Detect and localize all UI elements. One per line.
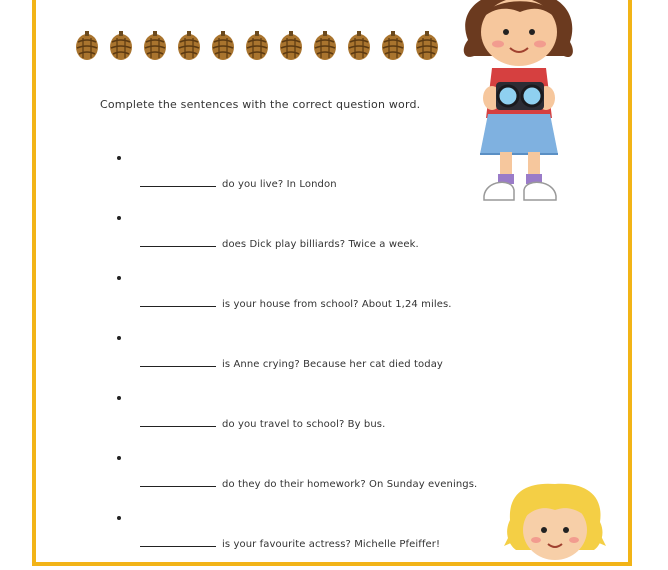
answer-blank[interactable] xyxy=(140,416,216,427)
pinecone-decoration-row xyxy=(74,30,440,62)
pinecone-icon xyxy=(244,30,270,62)
pinecone-icon xyxy=(312,30,338,62)
sentence-text: does Dick play billiards? Twice a week. xyxy=(222,239,419,250)
pinecone-icon xyxy=(74,30,100,62)
bullet xyxy=(117,216,121,220)
answer-blank[interactable] xyxy=(140,236,216,247)
sentence-text: do they do their homework? On Sunday evenings. xyxy=(222,479,478,490)
exercise-item-1 xyxy=(140,176,337,190)
pinecone-icon xyxy=(142,30,168,62)
bullet xyxy=(117,516,121,520)
sentence-text: do you travel to school? By bus. xyxy=(222,419,386,430)
pinecone-icon xyxy=(346,30,372,62)
bullet xyxy=(117,396,121,400)
pinecone-icon xyxy=(176,30,202,62)
pinecone-icon xyxy=(108,30,134,62)
pinecone-icon xyxy=(278,30,304,62)
bullet xyxy=(117,156,121,160)
sentence-text: is your favourite actress? Michelle Pfeiffer! xyxy=(222,539,441,550)
sentence-text: do you live? In London xyxy=(222,179,337,190)
exercise-item-2 xyxy=(140,236,419,250)
pinecone-icon xyxy=(414,30,440,62)
bullet xyxy=(117,336,121,340)
sentence-text: is Anne crying? Because her cat died today xyxy=(222,359,443,370)
answer-blank[interactable] xyxy=(140,296,216,307)
exercise-item-5 xyxy=(140,416,385,430)
answer-blank[interactable] xyxy=(140,536,216,547)
bullet xyxy=(117,456,121,460)
pinecone-icon xyxy=(380,30,406,62)
instruction-text: Complete the sentences with the correct question word. xyxy=(100,98,421,111)
bullet xyxy=(117,276,121,280)
girl-with-camera-illustration xyxy=(454,0,584,228)
answer-blank[interactable] xyxy=(140,176,216,187)
blonde-girl-illustration xyxy=(500,480,610,570)
exercise-item-7 xyxy=(140,536,440,550)
exercise-item-3 xyxy=(140,296,452,310)
sentence-text: is your house from school? About 1,24 miles. xyxy=(222,299,452,310)
answer-blank[interactable] xyxy=(140,356,216,367)
answer-blank[interactable] xyxy=(140,476,216,487)
exercise-item-6 xyxy=(140,476,477,490)
exercise-item-4 xyxy=(140,356,443,370)
pinecone-icon xyxy=(210,30,236,62)
